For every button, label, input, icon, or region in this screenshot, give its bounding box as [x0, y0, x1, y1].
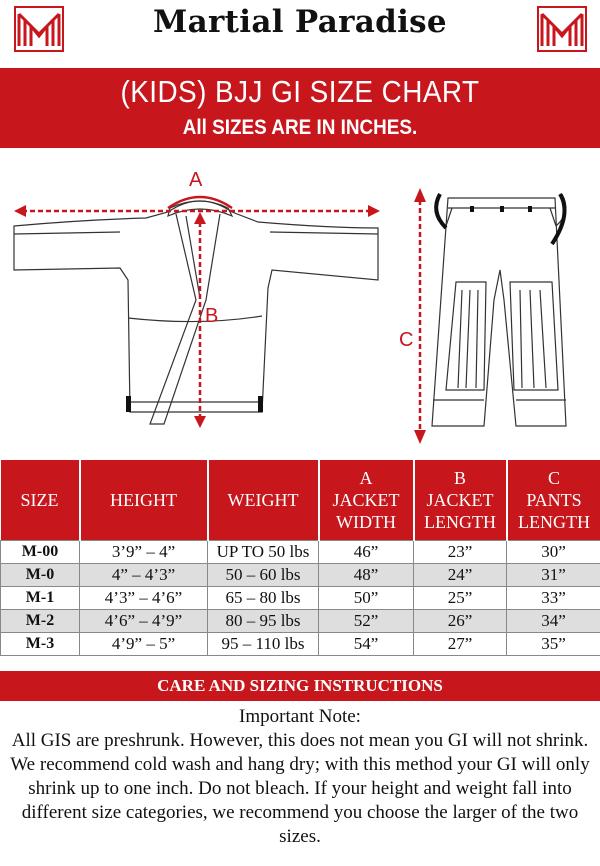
jacket-slit-right — [258, 396, 263, 412]
cell-weight: 95 – 110 lbs — [208, 633, 319, 656]
page-title: (KIDS) BJJ GI SIZE CHART — [120, 74, 480, 109]
table-row — [1, 564, 600, 587]
table-row — [1, 541, 600, 564]
cell-jacket-width: 50” — [319, 587, 414, 610]
label-b: B — [205, 305, 219, 327]
cell-jacket-width: 52” — [319, 610, 414, 633]
col-header-height: HEIGHT — [80, 460, 208, 541]
header — [0, 0, 600, 68]
measure-arrows — [14, 188, 426, 444]
cell-height: 3’9” – 4” — [80, 541, 208, 564]
brand-logo-icon — [537, 6, 587, 52]
cell-size: M-0 — [1, 564, 80, 587]
col-header-jacket-length: B JACKET LENGTH — [414, 460, 507, 541]
pants-drawing — [432, 194, 566, 426]
jacket-drawing — [14, 201, 378, 424]
cell-jacket-length: 25” — [414, 587, 507, 610]
cell-jacket-width: 46” — [319, 541, 414, 564]
note-title: Important Note: — [239, 706, 361, 727]
cell-height: 4” – 4’3” — [80, 564, 208, 587]
brand-name: Martial Paradise — [153, 4, 447, 40]
cell-weight: 50 – 60 lbs — [208, 564, 319, 587]
cell-pants-length: 31” — [507, 564, 600, 587]
size-table — [0, 460, 600, 656]
jacket-slit-left — [126, 396, 131, 412]
cell-pants-length: 30” — [507, 541, 600, 564]
table-row — [1, 633, 600, 656]
cell-size: M-2 — [1, 610, 80, 633]
cell-weight: 65 – 80 lbs — [208, 587, 319, 610]
page-subtitle: All SIZES ARE IN INCHES. — [182, 116, 418, 139]
important-note — [0, 705, 600, 849]
col-header-jacket-width: A JACKET WIDTH — [319, 460, 414, 541]
brand-logo-icon — [14, 6, 64, 52]
cell-jacket-width: 54” — [319, 633, 414, 656]
note-body: All GIS are preshrunk. However, this does not mean you GI will not shrink. We recommend cold wash and hang dry; with this method your GI will only shrink up to one inch. Do not bleach. If your height and weight fall into different size categories, we recommend you choose the larger of the two sizes. — [10, 730, 590, 847]
cell-height: 4’9” – 5” — [80, 633, 208, 656]
cell-pants-length: 34” — [507, 610, 600, 633]
cell-size: M-3 — [1, 633, 80, 656]
cell-weight: UP TO 50 lbs — [208, 541, 319, 564]
table-row — [1, 610, 600, 633]
cell-pants-length: 35” — [507, 633, 600, 656]
cell-jacket-length: 26” — [414, 610, 507, 633]
cell-size: M-00 — [1, 541, 80, 564]
cell-size: M-1 — [1, 587, 80, 610]
cell-weight: 80 – 95 lbs — [208, 610, 319, 633]
cell-jacket-length: 24” — [414, 564, 507, 587]
care-instructions-heading: CARE AND SIZING INSTRUCTIONS — [0, 671, 600, 701]
col-header-weight: WEIGHT — [208, 460, 319, 541]
label-a: A — [189, 169, 203, 191]
col-header-pants-length: C PANTS LENGTH — [507, 460, 600, 541]
title-banner — [0, 68, 600, 148]
label-c: C — [399, 329, 414, 351]
cell-jacket-width: 48” — [319, 564, 414, 587]
cell-jacket-length: 23” — [414, 541, 507, 564]
cell-pants-length: 33” — [507, 587, 600, 610]
cell-height: 4’6” – 4’9” — [80, 610, 208, 633]
table-header-row — [1, 460, 600, 541]
gi-illustration — [0, 150, 600, 460]
cell-jacket-length: 27” — [414, 633, 507, 656]
table-row — [1, 587, 600, 610]
cell-height: 4’3” – 4’6” — [80, 587, 208, 610]
col-header-size: SIZE — [1, 460, 80, 541]
